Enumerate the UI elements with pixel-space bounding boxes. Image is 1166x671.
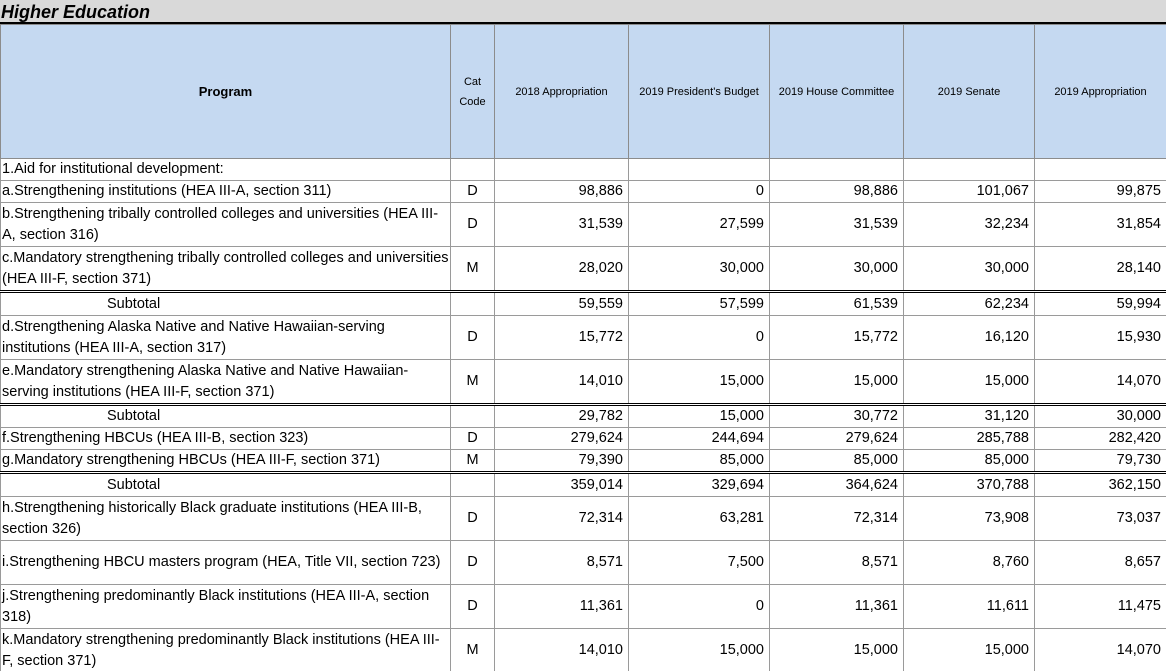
cell-2019-house-committee[interactable]: 11,361 — [770, 585, 904, 629]
cell-2019-presidents-budget[interactable]: 85,000 — [629, 450, 770, 473]
cell-2018-appropriation[interactable] — [495, 159, 629, 181]
cell-2019-house-committee[interactable]: 30,772 — [770, 405, 904, 428]
cell-program[interactable]: b.Strengthening tribally controlled colleges and universities (HEA III-A, section 316) — [1, 203, 451, 247]
cell-2019-appropriation[interactable]: 8,657 — [1035, 541, 1166, 585]
cell-cat-code[interactable] — [451, 292, 495, 316]
cell-program[interactable]: Subtotal — [1, 292, 451, 316]
cell-2019-appropriation[interactable]: 28,140 — [1035, 247, 1166, 292]
cell-2019-presidents-budget[interactable]: 57,599 — [629, 292, 770, 316]
cell-cat-code[interactable]: M — [451, 360, 495, 405]
cell-cat-code[interactable]: D — [451, 181, 495, 203]
cell-2019-house-committee[interactable]: 15,000 — [770, 629, 904, 671]
cell-2019-presidents-budget[interactable]: 15,000 — [629, 360, 770, 405]
cell-2018-appropriation[interactable]: 8,571 — [495, 541, 629, 585]
cell-2019-house-committee[interactable]: 15,772 — [770, 316, 904, 360]
cell-2019-senate[interactable]: 85,000 — [904, 450, 1035, 473]
cell-program[interactable]: k.Mandatory strengthening predominantly Black institutions (HEA III-F, section 371) — [1, 629, 451, 671]
cell-2019-presidents-budget[interactable]: 63,281 — [629, 497, 770, 541]
header-2018-appropriation[interactable]: 2018 Appropriation — [495, 25, 629, 159]
cell-2019-presidents-budget[interactable]: 0 — [629, 585, 770, 629]
subtotal-row — [1, 473, 1166, 497]
table-row — [1, 203, 1166, 247]
cell-2019-senate[interactable]: 370,788 — [904, 473, 1035, 497]
cell-cat-code[interactable] — [451, 405, 495, 428]
subtotal-row — [1, 292, 1166, 316]
cell-2019-appropriation[interactable]: 59,994 — [1035, 292, 1166, 316]
cell-2019-appropriation[interactable]: 282,420 — [1035, 428, 1166, 450]
cell-2019-presidents-budget[interactable]: 15,000 — [629, 629, 770, 671]
header-program[interactable]: Program — [1, 25, 451, 159]
cell-2019-house-committee[interactable]: 279,624 — [770, 428, 904, 450]
cell-2019-appropriation[interactable]: 362,150 — [1035, 473, 1166, 497]
table-row — [1, 450, 1166, 473]
cell-2019-senate[interactable]: 285,788 — [904, 428, 1035, 450]
cell-2018-appropriation[interactable]: 31,539 — [495, 203, 629, 247]
cell-cat-code[interactable]: D — [451, 585, 495, 629]
cell-program[interactable]: i.Strengthening HBCU masters program (HEA, Title VII, section 723) — [1, 541, 451, 585]
cell-2019-presidents-budget[interactable]: 0 — [629, 316, 770, 360]
cell-2019-presidents-budget[interactable]: 7,500 — [629, 541, 770, 585]
cell-program[interactable]: e.Mandatory strengthening Alaska Native and Native Hawaiian-serving institutions (HEA III-F, section 371) — [1, 360, 451, 405]
header-2019-appropriation[interactable]: 2019 Appropriation — [1035, 25, 1166, 159]
cell-2019-house-committee[interactable]: 61,539 — [770, 292, 904, 316]
table-row — [1, 247, 1166, 292]
cell-program[interactable]: 1.Aid for institutional development: — [1, 159, 451, 181]
cell-2019-presidents-budget[interactable]: 329,694 — [629, 473, 770, 497]
cell-2018-appropriation[interactable]: 15,772 — [495, 316, 629, 360]
cell-2019-appropriation[interactable]: 30,000 — [1035, 405, 1166, 428]
table-row — [1, 541, 1166, 585]
cell-program[interactable]: a.Strengthening institutions (HEA III-A, section 311) — [1, 181, 451, 203]
cell-2019-senate[interactable]: 15,000 — [904, 360, 1035, 405]
cell-cat-code[interactable]: D — [451, 428, 495, 450]
cell-2019-senate[interactable]: 62,234 — [904, 292, 1035, 316]
cell-cat-code[interactable]: D — [451, 316, 495, 360]
cell-2019-house-committee[interactable]: 8,571 — [770, 541, 904, 585]
cell-cat-code[interactable]: D — [451, 497, 495, 541]
cell-2019-appropriation[interactable]: 99,875 — [1035, 181, 1166, 203]
cell-program[interactable]: j.Strengthening predominantly Black institutions (HEA III-A, section 318) — [1, 585, 451, 629]
cell-cat-code[interactable]: M — [451, 629, 495, 671]
cell-2019-presidents-budget[interactable]: 0 — [629, 181, 770, 203]
table-row — [1, 585, 1166, 629]
cell-program[interactable]: Subtotal — [1, 405, 451, 428]
sheet-title[interactable]: Higher Education — [1, 2, 151, 22]
cell-2019-presidents-budget[interactable]: 15,000 — [629, 405, 770, 428]
cell-2018-appropriation[interactable]: 14,010 — [495, 629, 629, 671]
cell-2019-presidents-budget[interactable] — [629, 159, 770, 181]
table-row — [1, 360, 1166, 405]
cell-cat-code[interactable]: M — [451, 247, 495, 292]
cell-2018-appropriation[interactable]: 14,010 — [495, 360, 629, 405]
subtotal-row — [1, 405, 1166, 428]
cell-program[interactable]: h.Strengthening historically Black graduate institutions (HEA III-B, section 326) — [1, 497, 451, 541]
cell-2019-appropriation[interactable]: 14,070 — [1035, 629, 1166, 671]
header-row — [1, 25, 1166, 159]
cell-2019-house-committee[interactable]: 364,624 — [770, 473, 904, 497]
cell-2019-presidents-budget[interactable]: 244,694 — [629, 428, 770, 450]
cell-2018-appropriation[interactable]: 59,559 — [495, 292, 629, 316]
header-2019-house-committee[interactable]: 2019 House Committee — [770, 25, 904, 159]
sheet-title-bar — [0, 0, 1166, 24]
cell-2019-senate[interactable]: 31,120 — [904, 405, 1035, 428]
cell-cat-code[interactable]: M — [451, 450, 495, 473]
cell-2019-house-committee[interactable]: 72,314 — [770, 497, 904, 541]
cell-2019-appropriation[interactable]: 14,070 — [1035, 360, 1166, 405]
cell-2019-appropriation[interactable]: 15,930 — [1035, 316, 1166, 360]
table-row — [1, 629, 1166, 671]
cell-cat-code[interactable] — [451, 159, 495, 181]
cell-2019-appropriation[interactable]: 31,854 — [1035, 203, 1166, 247]
cell-2019-senate[interactable]: 16,120 — [904, 316, 1035, 360]
cell-2018-appropriation[interactable]: 72,314 — [495, 497, 629, 541]
cell-2018-appropriation[interactable]: 98,886 — [495, 181, 629, 203]
cell-program[interactable]: d.Strengthening Alaska Native and Native Hawaiian-serving institutions (HEA III-A, section 317) — [1, 316, 451, 360]
cell-2019-house-committee[interactable]: 31,539 — [770, 203, 904, 247]
cell-2019-appropriation[interactable]: 11,475 — [1035, 585, 1166, 629]
cell-program[interactable]: f.Strengthening HBCUs (HEA III-B, section 323) — [1, 428, 451, 450]
cell-cat-code[interactable]: D — [451, 203, 495, 247]
cell-2018-appropriation[interactable]: 11,361 — [495, 585, 629, 629]
cell-cat-code[interactable]: D — [451, 541, 495, 585]
table-row — [1, 316, 1166, 360]
table-row — [1, 428, 1166, 450]
cell-program[interactable]: c.Mandatory strengthening tribally controlled colleges and universities (HEA III-F, section 371) — [1, 247, 451, 292]
cell-2019-house-committee[interactable]: 85,000 — [770, 450, 904, 473]
appropriations-table — [0, 24, 1166, 671]
cell-2019-presidents-budget[interactable]: 30,000 — [629, 247, 770, 292]
cell-2019-presidents-budget[interactable]: 27,599 — [629, 203, 770, 247]
cell-2019-house-committee[interactable] — [770, 159, 904, 181]
cell-2019-house-committee[interactable]: 30,000 — [770, 247, 904, 292]
cell-2019-senate[interactable]: 73,908 — [904, 497, 1035, 541]
cell-2019-senate[interactable]: 101,067 — [904, 181, 1035, 203]
table-row — [1, 497, 1166, 541]
cell-2019-senate[interactable]: 32,234 — [904, 203, 1035, 247]
table-row — [1, 159, 1166, 181]
cell-cat-code[interactable] — [451, 473, 495, 497]
cell-program[interactable]: g.Mandatory strengthening HBCUs (HEA III-F, section 371) — [1, 450, 451, 473]
cell-2019-house-committee[interactable]: 98,886 — [770, 181, 904, 203]
cell-2018-appropriation[interactable]: 28,020 — [495, 247, 629, 292]
table-row — [1, 181, 1166, 203]
cell-2019-senate[interactable]: 11,611 — [904, 585, 1035, 629]
cell-program[interactable]: Subtotal — [1, 473, 451, 497]
cell-2019-house-committee[interactable]: 15,000 — [770, 360, 904, 405]
cell-2018-appropriation[interactable]: 79,390 — [495, 450, 629, 473]
cell-2019-senate[interactable]: 30,000 — [904, 247, 1035, 292]
cell-2018-appropriation[interactable]: 29,782 — [495, 405, 629, 428]
cell-2018-appropriation[interactable]: 279,624 — [495, 428, 629, 450]
header-2019-presidents-budget[interactable]: 2019 President's Budget — [629, 25, 770, 159]
header-2019-senate[interactable]: 2019 Senate — [904, 25, 1035, 159]
cell-2019-senate[interactable] — [904, 159, 1035, 181]
cell-2018-appropriation[interactable]: 359,014 — [495, 473, 629, 497]
cell-2019-appropriation[interactable] — [1035, 159, 1166, 181]
cell-2019-appropriation[interactable]: 73,037 — [1035, 497, 1166, 541]
cell-2019-appropriation[interactable]: 79,730 — [1035, 450, 1166, 473]
cell-2019-senate[interactable]: 15,000 — [904, 629, 1035, 671]
cell-2019-senate[interactable]: 8,760 — [904, 541, 1035, 585]
header-cat-code[interactable]: Cat Code — [451, 25, 495, 159]
